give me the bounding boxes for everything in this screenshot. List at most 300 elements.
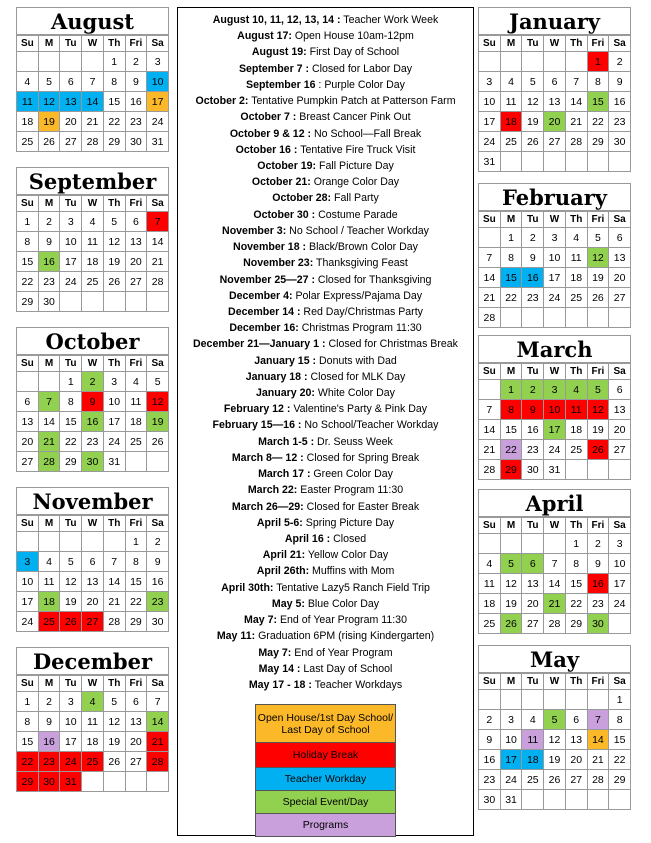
- event-date: March 26—29:: [231, 500, 304, 513]
- day-cell: 31: [544, 460, 566, 480]
- weekday-header: M: [501, 36, 523, 52]
- day-cell: 21: [566, 112, 588, 132]
- day-cell: 22: [501, 440, 523, 460]
- day-cell: 25: [39, 612, 61, 632]
- weekday-header: Su: [479, 212, 501, 228]
- weekday-header: Th: [566, 364, 588, 380]
- weekday-header: Tu: [60, 356, 82, 372]
- weekday-header: Tu: [522, 364, 544, 380]
- event-item: [178, 531, 473, 547]
- day-cell: 27: [609, 288, 631, 308]
- event-date: November 3:: [222, 224, 287, 237]
- day-cell: 19: [501, 594, 523, 614]
- day-cell: 6: [17, 392, 39, 412]
- day-cell: 15: [501, 268, 523, 288]
- weekday-header: M: [501, 364, 523, 380]
- day-cell: 29: [501, 460, 523, 480]
- day-cell: 11: [126, 392, 148, 412]
- day-cell: 15: [566, 574, 588, 594]
- day-cell: 11: [501, 92, 523, 112]
- month-title: December: [16, 647, 169, 675]
- day-cell: 9: [609, 72, 631, 92]
- month-grid: [16, 675, 169, 792]
- event-text: Red Day/Christmas Party: [300, 305, 423, 318]
- event-item: [178, 369, 473, 385]
- day-cell: 26: [147, 432, 169, 452]
- day-cell: 7: [588, 710, 610, 730]
- day-cell: 30: [609, 132, 631, 152]
- empty-cell: [609, 614, 631, 634]
- day-cell: 26: [544, 770, 566, 790]
- empty-cell: [82, 532, 104, 552]
- day-cell: 8: [588, 72, 610, 92]
- legend-item-green: Special Event/Day: [255, 790, 396, 814]
- day-cell: 10: [544, 400, 566, 420]
- weekday-header: Sa: [609, 212, 631, 228]
- day-cell: 30: [126, 132, 148, 152]
- empty-cell: [544, 534, 566, 554]
- day-cell: 18: [479, 594, 501, 614]
- event-date: December 14 :: [228, 305, 301, 318]
- day-cell: 12: [104, 232, 126, 252]
- empty-cell: [17, 52, 39, 72]
- event-item: [178, 499, 473, 515]
- event-item: [178, 93, 473, 109]
- day-cell: 23: [479, 770, 501, 790]
- event-item: [178, 239, 473, 255]
- event-date: April 16 :: [284, 533, 331, 545]
- day-cell: 19: [544, 750, 566, 770]
- day-cell: 1: [17, 212, 39, 232]
- weekday-header: Sa: [609, 518, 631, 534]
- empty-cell: [39, 372, 61, 392]
- weekday-header: Fri: [588, 518, 610, 534]
- event-item: [178, 174, 473, 190]
- weekday-header: Th: [566, 674, 588, 690]
- day-cell: 14: [104, 572, 126, 592]
- event-date: April 21:: [262, 549, 306, 562]
- month-grid: [16, 35, 169, 152]
- weekday-header: Tu: [522, 212, 544, 228]
- weekday-header: W: [82, 196, 104, 212]
- weekday-header: W: [544, 518, 566, 534]
- day-cell: 27: [82, 612, 104, 632]
- day-cell: 2: [147, 532, 169, 552]
- empty-cell: [501, 152, 523, 172]
- day-cell: 5: [39, 72, 61, 92]
- event-date: December 21—January 1 :: [193, 338, 326, 351]
- day-cell: 12: [60, 572, 82, 592]
- day-cell: 10: [544, 248, 566, 268]
- day-cell: 25: [479, 614, 501, 634]
- day-cell: 12: [39, 92, 61, 112]
- empty-cell: [479, 534, 501, 554]
- day-cell: 8: [60, 392, 82, 412]
- event-item: [178, 44, 473, 60]
- day-cell: 30: [588, 614, 610, 634]
- event-date: November 23:: [243, 257, 314, 270]
- day-cell: 10: [60, 232, 82, 252]
- month-title: September: [16, 167, 169, 195]
- day-cell: 26: [501, 614, 523, 634]
- day-cell: 26: [60, 612, 82, 632]
- day-cell: 6: [82, 552, 104, 572]
- day-cell: 27: [522, 614, 544, 634]
- legend-item-purple: Programs: [255, 813, 396, 837]
- event-text: Open House 10am-12pm: [291, 30, 414, 43]
- event-date: March 8— 12 :: [231, 451, 304, 464]
- weekday-header: Su: [479, 518, 501, 534]
- empty-cell: [126, 772, 148, 792]
- event-text: Closed for Labor Day: [309, 62, 413, 75]
- day-cell: 27: [60, 132, 82, 152]
- day-cell: 30: [82, 452, 104, 472]
- weekday-header: Th: [104, 356, 126, 372]
- event-item: [178, 288, 473, 304]
- event-text: Muffins with Mom: [309, 565, 395, 578]
- weekday-header: Fri: [126, 196, 148, 212]
- day-cell: 19: [104, 732, 126, 752]
- event-date: May 7:: [244, 614, 277, 627]
- day-cell: 16: [522, 268, 544, 288]
- day-cell: 17: [147, 92, 169, 112]
- day-cell: 29: [609, 770, 631, 790]
- month-title: January: [478, 7, 631, 35]
- day-cell: 11: [479, 574, 501, 594]
- empty-cell: [39, 52, 61, 72]
- weekday-header: Tu: [522, 36, 544, 52]
- empty-cell: [82, 52, 104, 72]
- day-cell: 22: [501, 288, 523, 308]
- empty-cell: [544, 308, 566, 328]
- day-cell: 11: [522, 730, 544, 750]
- month-grid: [478, 363, 631, 480]
- day-cell: 13: [17, 412, 39, 432]
- day-cell: 19: [39, 112, 61, 132]
- event-date: March 17 :: [258, 468, 311, 481]
- day-cell: 12: [147, 392, 169, 412]
- day-cell: 2: [39, 692, 61, 712]
- day-cell: 5: [588, 380, 610, 400]
- day-cell: 21: [479, 440, 501, 460]
- weekday-header: Sa: [609, 36, 631, 52]
- event-item: [178, 61, 473, 77]
- day-cell: 28: [566, 132, 588, 152]
- empty-cell: [566, 52, 588, 72]
- day-cell: 18: [17, 112, 39, 132]
- event-item: [178, 450, 473, 466]
- day-cell: 24: [609, 594, 631, 614]
- weekday-header: Tu: [60, 196, 82, 212]
- event-item: [178, 612, 473, 628]
- weekday-header: Sa: [147, 676, 169, 692]
- event-text: Last Day of School: [300, 662, 393, 675]
- day-cell: 25: [501, 132, 523, 152]
- day-cell: 18: [39, 592, 61, 612]
- event-item: [178, 563, 473, 579]
- day-cell: 8: [17, 712, 39, 732]
- event-text: Tentative Lazy5 Ranch Field Trip: [273, 581, 430, 594]
- empty-cell: [588, 152, 610, 172]
- day-cell: 30: [39, 772, 61, 792]
- event-date: May 11:: [216, 630, 256, 643]
- weekday-header: Fri: [126, 36, 148, 52]
- empty-cell: [609, 152, 631, 172]
- day-cell: 29: [588, 132, 610, 152]
- weekday-header: Sa: [147, 516, 169, 532]
- day-cell: 24: [147, 112, 169, 132]
- day-cell: 9: [147, 552, 169, 572]
- event-date: November 18 :: [233, 241, 307, 254]
- event-item: [178, 304, 473, 320]
- weekday-header: Tu: [60, 36, 82, 52]
- day-cell: 2: [479, 710, 501, 730]
- day-cell: 2: [39, 212, 61, 232]
- event-item: [178, 628, 473, 644]
- empty-cell: [82, 772, 104, 792]
- event-date: March 1-5 :: [258, 435, 315, 448]
- day-cell: 23: [82, 432, 104, 452]
- empty-cell: [147, 452, 169, 472]
- weekday-header: Su: [17, 516, 39, 532]
- event-date: April 5-6:: [256, 516, 303, 529]
- event-item: [178, 385, 473, 401]
- day-cell: 30: [479, 790, 501, 810]
- empty-cell: [60, 292, 82, 312]
- event-list: [178, 12, 473, 693]
- empty-cell: [39, 532, 61, 552]
- day-cell: 7: [104, 552, 126, 572]
- event-text: Closed for Thanksgiving: [314, 273, 432, 286]
- event-text: Graduation 6PM (rising Kindergarten): [255, 630, 435, 643]
- day-cell: 21: [39, 432, 61, 452]
- day-cell: 6: [126, 212, 148, 232]
- event-date: May 14 :: [258, 662, 301, 675]
- event-date: February 15—16 :: [212, 419, 302, 432]
- day-cell: 25: [566, 440, 588, 460]
- weekday-header: Sa: [609, 364, 631, 380]
- empty-cell: [522, 790, 544, 810]
- day-cell: 17: [104, 412, 126, 432]
- day-cell: 2: [522, 228, 544, 248]
- empty-cell: [566, 308, 588, 328]
- day-cell: 14: [479, 268, 501, 288]
- day-cell: 7: [147, 692, 169, 712]
- day-cell: 1: [60, 372, 82, 392]
- empty-cell: [60, 52, 82, 72]
- day-cell: 28: [147, 752, 169, 772]
- day-cell: 4: [17, 72, 39, 92]
- weekday-header: Th: [104, 516, 126, 532]
- day-cell: 3: [60, 692, 82, 712]
- day-cell: 19: [522, 112, 544, 132]
- weekday-header: Th: [566, 518, 588, 534]
- empty-cell: [588, 690, 610, 710]
- day-cell: 21: [104, 592, 126, 612]
- day-cell: 25: [17, 132, 39, 152]
- day-cell: 1: [126, 532, 148, 552]
- day-cell: 16: [39, 252, 61, 272]
- empty-cell: [17, 372, 39, 392]
- weekday-header: Su: [17, 356, 39, 372]
- day-cell: 6: [522, 554, 544, 574]
- day-cell: 20: [126, 732, 148, 752]
- month-grid: [16, 515, 169, 632]
- weekday-header: W: [544, 674, 566, 690]
- empty-cell: [501, 52, 523, 72]
- event-text: Costume Parade: [315, 208, 398, 221]
- day-cell: 24: [544, 440, 566, 460]
- day-cell: 3: [544, 380, 566, 400]
- day-cell: 1: [501, 228, 523, 248]
- day-cell: 26: [588, 440, 610, 460]
- day-cell: 20: [126, 252, 148, 272]
- event-date: August 10, 11, 12, 13, 14 :: [212, 14, 341, 26]
- event-date: October 7 :: [240, 111, 297, 124]
- event-text: Polar Express/Pajama Day: [292, 289, 423, 302]
- day-cell: 20: [566, 750, 588, 770]
- event-date: October 9 & 12 :: [229, 127, 312, 140]
- day-cell: 4: [82, 692, 104, 712]
- day-cell: 4: [39, 552, 61, 572]
- day-cell: 31: [147, 132, 169, 152]
- empty-cell: [544, 52, 566, 72]
- empty-cell: [522, 152, 544, 172]
- day-cell: 16: [126, 92, 148, 112]
- month-title: October: [16, 327, 169, 355]
- event-item: [178, 401, 473, 417]
- event-text: Black/Brown Color Day: [306, 241, 418, 254]
- event-text: Breast Cancer Pink Out: [296, 111, 411, 124]
- event-date: May 7:: [258, 646, 292, 659]
- day-cell: 23: [522, 288, 544, 308]
- weekday-header: Tu: [522, 674, 544, 690]
- event-text: Yellow Color Day: [305, 549, 389, 562]
- day-cell: 8: [566, 554, 588, 574]
- day-cell: 15: [126, 572, 148, 592]
- weekday-header: Tu: [522, 518, 544, 534]
- month-grid: [16, 355, 169, 472]
- event-text: End of Year Program: [291, 646, 393, 659]
- day-cell: 29: [17, 772, 39, 792]
- day-cell: 9: [479, 730, 501, 750]
- day-cell: 16: [522, 420, 544, 440]
- event-date: November 25—27 :: [219, 273, 315, 286]
- empty-cell: [588, 308, 610, 328]
- day-cell: 24: [501, 770, 523, 790]
- day-cell: 17: [544, 420, 566, 440]
- month-grid: [478, 35, 631, 172]
- event-date: January 15 :: [254, 354, 317, 367]
- empty-cell: [479, 690, 501, 710]
- event-text: No School/Teacher Workday: [301, 419, 439, 432]
- weekday-header: M: [39, 36, 61, 52]
- event-text: Tentative Pumpkin Patch at Patterson Farm: [248, 95, 456, 108]
- empty-cell: [126, 452, 148, 472]
- day-cell: 26: [39, 132, 61, 152]
- event-date: August 19:: [251, 46, 307, 59]
- day-cell: 20: [544, 112, 566, 132]
- day-cell: 20: [609, 268, 631, 288]
- day-cell: 22: [609, 750, 631, 770]
- day-cell: 27: [609, 440, 631, 460]
- empty-cell: [126, 292, 148, 312]
- event-date: September 16: [246, 78, 316, 91]
- day-cell: 15: [17, 252, 39, 272]
- weekday-header: W: [544, 212, 566, 228]
- day-cell: 18: [82, 732, 104, 752]
- day-cell: 22: [60, 432, 82, 452]
- day-cell: 13: [544, 92, 566, 112]
- day-cell: 1: [104, 52, 126, 72]
- day-cell: 30: [39, 292, 61, 312]
- event-item: [178, 223, 473, 239]
- day-cell: 10: [17, 572, 39, 592]
- weekday-header: M: [39, 356, 61, 372]
- event-text: Closed for MLK Day: [307, 370, 406, 383]
- event-date: January 18 :: [245, 370, 308, 383]
- month-title: April: [478, 489, 631, 517]
- month-grid: [478, 673, 631, 810]
- day-cell: 21: [588, 750, 610, 770]
- weekday-header: Su: [17, 676, 39, 692]
- day-cell: 27: [126, 752, 148, 772]
- event-text: Dr. Seuss Week: [314, 435, 393, 448]
- event-text: Closed for Easter Break: [303, 500, 420, 513]
- day-cell: 2: [588, 534, 610, 554]
- event-item: [178, 661, 473, 677]
- day-cell: 29: [60, 452, 82, 472]
- event-item: [178, 255, 473, 271]
- day-cell: 17: [60, 732, 82, 752]
- day-cell: 11: [566, 248, 588, 268]
- day-cell: 31: [104, 452, 126, 472]
- weekday-header: Su: [479, 364, 501, 380]
- day-cell: 10: [479, 92, 501, 112]
- day-cell: 5: [60, 552, 82, 572]
- day-cell: 25: [126, 432, 148, 452]
- weekday-header: Sa: [609, 674, 631, 690]
- empty-cell: [147, 772, 169, 792]
- event-date: February 12 :: [223, 403, 291, 416]
- day-cell: 26: [104, 272, 126, 292]
- day-cell: 23: [39, 272, 61, 292]
- day-cell: 4: [522, 710, 544, 730]
- event-item: [178, 272, 473, 288]
- day-cell: 9: [82, 392, 104, 412]
- event-text: Valentine's Party & Pink Day: [290, 403, 428, 416]
- day-cell: 23: [126, 112, 148, 132]
- empty-cell: [566, 690, 588, 710]
- day-cell: 26: [104, 752, 126, 772]
- empty-cell: [522, 534, 544, 554]
- day-cell: 11: [39, 572, 61, 592]
- day-cell: 23: [39, 752, 61, 772]
- day-cell: 27: [126, 272, 148, 292]
- event-text: Donuts with Dad: [316, 354, 397, 367]
- day-cell: 13: [60, 92, 82, 112]
- event-text: Orange Color Day: [310, 176, 400, 189]
- day-cell: 20: [17, 432, 39, 452]
- day-cell: 1: [588, 52, 610, 72]
- day-cell: 20: [60, 112, 82, 132]
- empty-cell: [60, 532, 82, 552]
- day-cell: 5: [522, 72, 544, 92]
- day-cell: 10: [609, 554, 631, 574]
- day-cell: 6: [609, 228, 631, 248]
- day-cell: 24: [17, 612, 39, 632]
- day-cell: 2: [522, 380, 544, 400]
